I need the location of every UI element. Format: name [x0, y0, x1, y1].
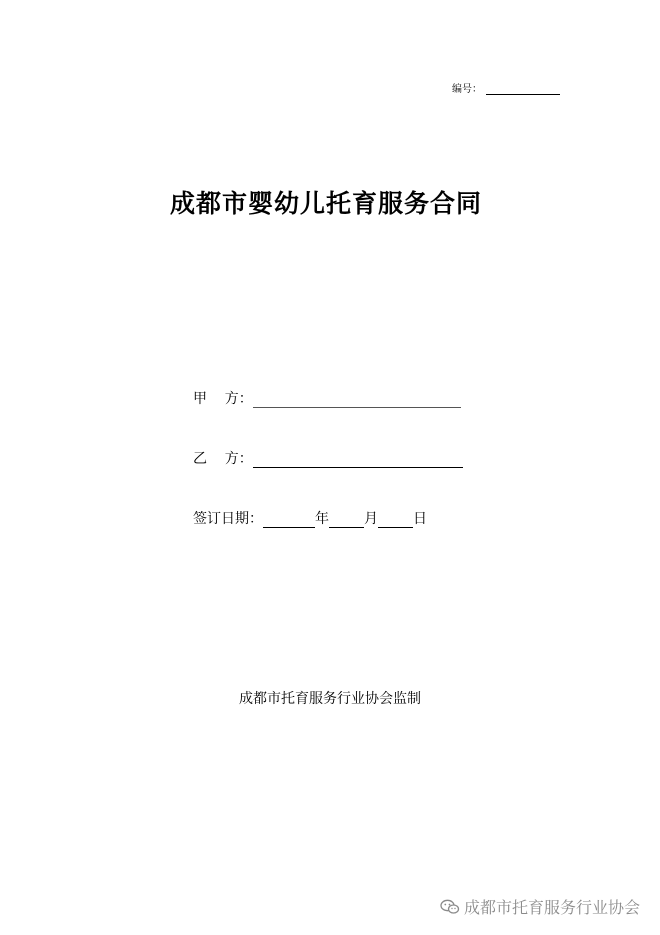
contract-number-label: 编号：	[452, 84, 482, 95]
document-title	[0, 184, 660, 220]
month-blank	[329, 513, 364, 528]
year-unit: 年	[315, 511, 329, 527]
signing-date-label: 签订日期：	[193, 511, 263, 527]
supervisor-note	[0, 688, 660, 708]
year-blank	[263, 513, 315, 528]
day-blank	[378, 513, 413, 528]
party-a-row	[193, 388, 461, 408]
day-unit: 日	[413, 511, 427, 527]
contract-number-blank	[486, 84, 560, 95]
party-b-blank	[253, 453, 463, 468]
party-a-label: 甲 方：	[193, 391, 253, 407]
party-a-blank	[253, 393, 461, 408]
signing-date-row	[193, 508, 427, 528]
contract-number	[452, 80, 560, 95]
document-title-text: 成都市婴幼儿托育服务合同	[169, 189, 482, 218]
party-b-row	[193, 448, 463, 468]
watermark-text: 成都市托育服务行业协会	[463, 898, 640, 917]
wechat-icon	[440, 899, 460, 915]
watermark	[440, 895, 640, 918]
supervisor-text: 成都市托育服务行业协会监制	[239, 691, 421, 707]
party-b-label: 乙 方：	[193, 451, 253, 467]
month-unit: 月	[364, 511, 378, 527]
